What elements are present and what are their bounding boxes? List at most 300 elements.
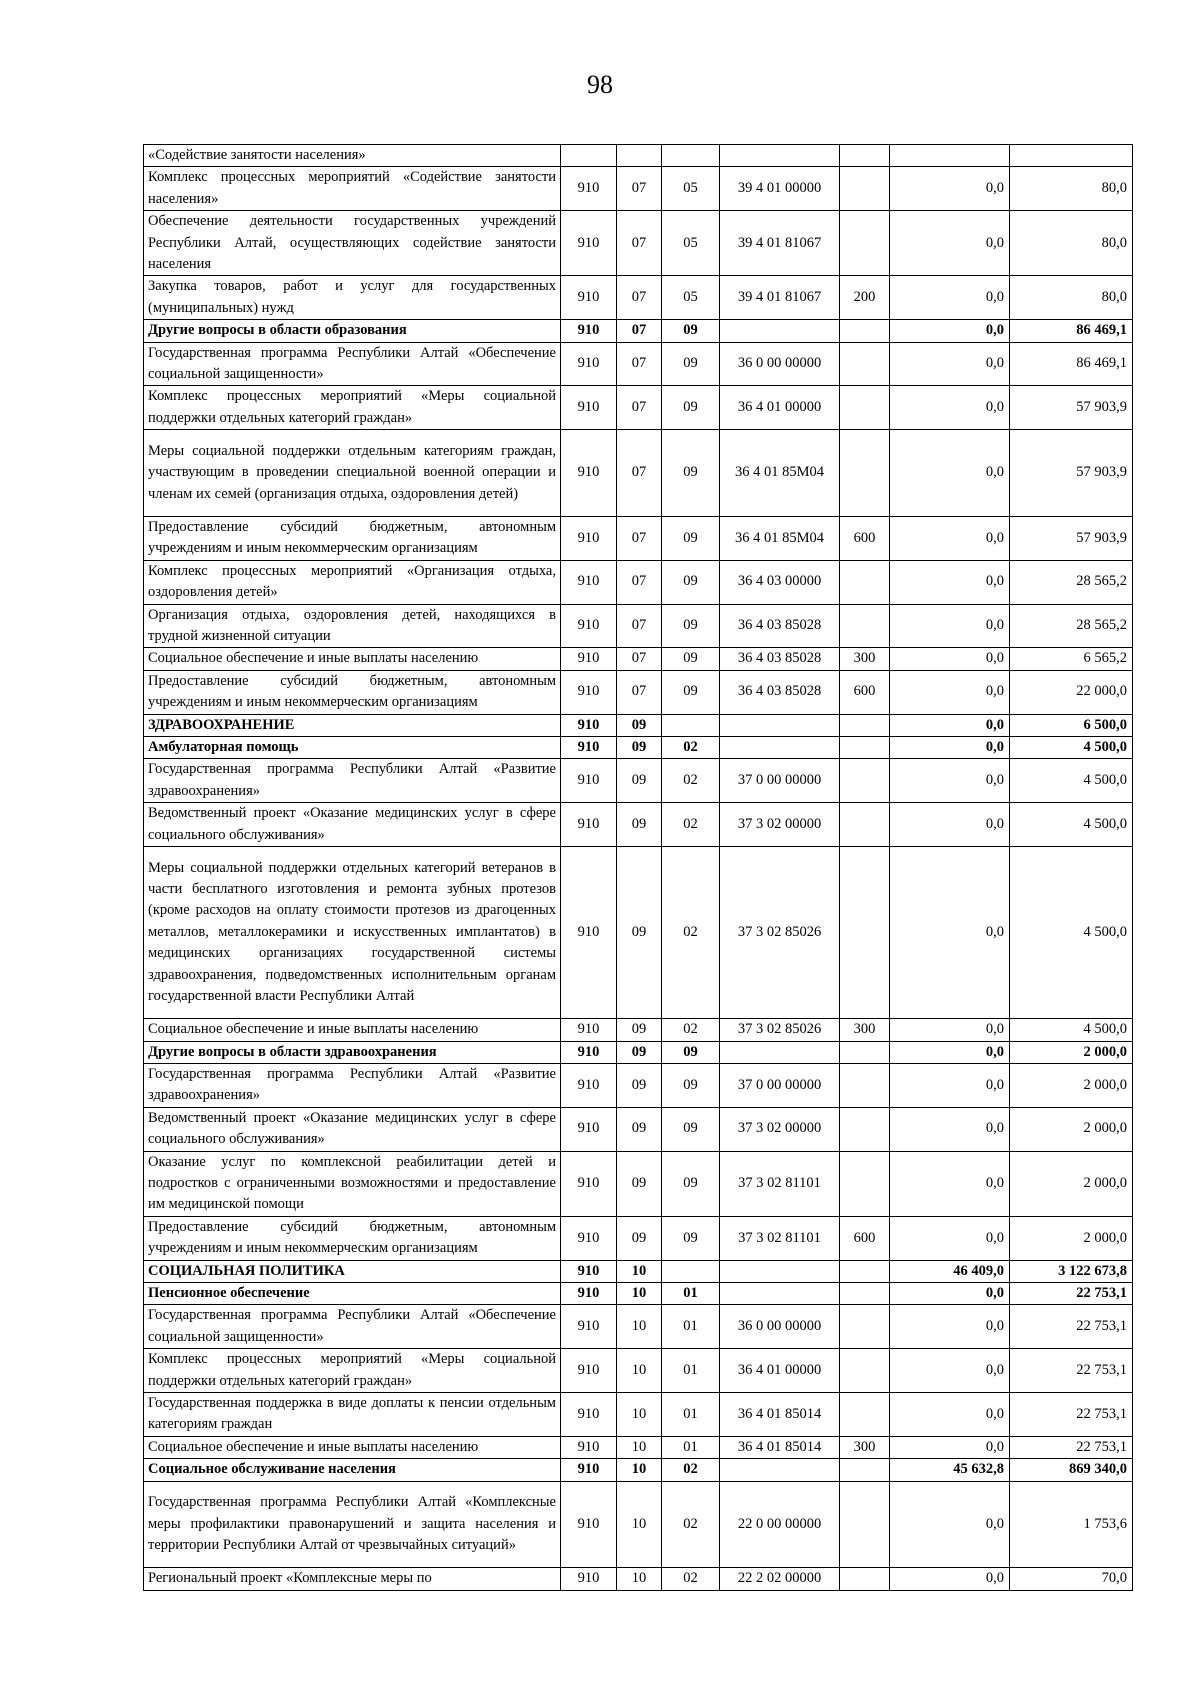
target-article-cell: 22 2 02 00000 — [720, 1568, 840, 1590]
table-row — [144, 276, 1133, 320]
expense-type-cell — [840, 803, 890, 847]
section-cell: 09 — [617, 1151, 662, 1216]
item-name-cell: Социальное обеспечение и иные выплаты населению — [144, 1436, 561, 1458]
amount-2-cell: 4 500,0 — [1010, 803, 1133, 847]
table-row — [144, 803, 1133, 847]
item-name-cell: Предоставление субсидий бюджетным, автономным учреждениям и иным некоммерческим организациям — [144, 516, 561, 560]
subsection-cell: 01 — [662, 1436, 720, 1458]
table-row — [144, 1459, 1133, 1481]
amount-1-cell: 0,0 — [890, 1436, 1010, 1458]
item-name-cell: Ведомственный проект «Оказание медицинских услуг в сфере социального обслуживания» — [144, 803, 561, 847]
subsection-cell: 09 — [662, 604, 720, 648]
target-article-cell: 37 3 02 85026 — [720, 846, 840, 1018]
expense-type-cell: 600 — [840, 1216, 890, 1260]
target-article-cell: 22 0 00 00000 — [720, 1481, 840, 1568]
table-row — [144, 1481, 1133, 1568]
admin-code-cell: 910 — [561, 386, 617, 430]
section-cell: 09 — [617, 846, 662, 1018]
amount-1-cell: 0,0 — [890, 714, 1010, 736]
amount-1-cell: 0,0 — [890, 276, 1010, 320]
amount-1-cell: 0,0 — [890, 1283, 1010, 1305]
expense-type-cell: 600 — [840, 670, 890, 714]
amount-2-cell: 869 340,0 — [1010, 1459, 1133, 1481]
target-article-cell: 37 0 00 00000 — [720, 759, 840, 803]
expense-type-cell — [840, 1568, 890, 1590]
admin-code-cell: 910 — [561, 1260, 617, 1282]
subsection-cell: 09 — [662, 1216, 720, 1260]
table-row — [144, 1063, 1133, 1107]
item-name-cell: Государственная программа Республики Алтай «Развитие здравоохранения» — [144, 759, 561, 803]
target-article-cell — [720, 736, 840, 758]
admin-code-cell: 910 — [561, 846, 617, 1018]
section-cell: 07 — [617, 167, 662, 211]
subsection-cell: 02 — [662, 1019, 720, 1041]
admin-code-cell: 910 — [561, 604, 617, 648]
expense-type-cell: 200 — [840, 276, 890, 320]
amount-2-cell — [1010, 145, 1133, 167]
section-cell: 10 — [617, 1283, 662, 1305]
admin-code-cell: 910 — [561, 1019, 617, 1041]
table-row — [144, 560, 1133, 604]
table-row — [144, 320, 1133, 342]
expense-type-cell — [840, 1481, 890, 1568]
subsection-cell: 09 — [662, 1151, 720, 1216]
section-cell: 10 — [617, 1393, 662, 1437]
item-name-cell: Другие вопросы в области образования — [144, 320, 561, 342]
expense-type-cell — [840, 167, 890, 211]
section-cell: 09 — [617, 714, 662, 736]
expense-type-cell — [840, 759, 890, 803]
amount-1-cell: 0,0 — [890, 320, 1010, 342]
amount-1-cell: 0,0 — [890, 736, 1010, 758]
subsection-cell — [662, 1260, 720, 1282]
item-name-cell: Государственная программа Республики Алтай «Обеспечение социальной защищенности» — [144, 1305, 561, 1349]
amount-2-cell: 4 500,0 — [1010, 1019, 1133, 1041]
table-row — [144, 1283, 1133, 1305]
amount-2-cell: 2 000,0 — [1010, 1151, 1133, 1216]
amount-2-cell: 1 753,6 — [1010, 1481, 1133, 1568]
target-article-cell — [720, 1260, 840, 1282]
target-article-cell: 39 4 01 81067 — [720, 211, 840, 276]
admin-code-cell: 910 — [561, 1151, 617, 1216]
admin-code-cell — [561, 145, 617, 167]
amount-1-cell: 0,0 — [890, 1481, 1010, 1568]
expense-type-cell — [840, 1305, 890, 1349]
table-row — [144, 1393, 1133, 1437]
table-row — [144, 1349, 1133, 1393]
amount-1-cell: 0,0 — [890, 560, 1010, 604]
amount-1-cell: 0,0 — [890, 1019, 1010, 1041]
amount-2-cell: 70,0 — [1010, 1568, 1133, 1590]
item-name-cell: Социальное обеспечение и иные выплаты населению — [144, 648, 561, 670]
item-name-cell: Комплекс процессных мероприятий «Содействие занятости населения» — [144, 167, 561, 211]
admin-code-cell: 910 — [561, 1216, 617, 1260]
table-row — [144, 1041, 1133, 1063]
admin-code-cell: 910 — [561, 320, 617, 342]
expense-type-cell — [840, 1107, 890, 1151]
amount-2-cell: 22 753,1 — [1010, 1305, 1133, 1349]
table-row — [144, 167, 1133, 211]
amount-1-cell: 0,0 — [890, 430, 1010, 517]
section-cell: 07 — [617, 670, 662, 714]
target-article-cell: 36 0 00 00000 — [720, 342, 840, 386]
target-article-cell: 36 4 01 85М04 — [720, 516, 840, 560]
amount-2-cell: 28 565,2 — [1010, 604, 1133, 648]
target-article-cell: 39 4 01 81067 — [720, 276, 840, 320]
section-cell: 09 — [617, 1019, 662, 1041]
item-name-cell: Государственная программа Республики Алтай «Комплексные меры профилактики правонарушений и защита населения и территории Республики Алтай от чрезвычайных ситуаций» — [144, 1481, 561, 1568]
amount-2-cell: 80,0 — [1010, 167, 1133, 211]
table-row — [144, 1568, 1133, 1590]
section-cell: 09 — [617, 1216, 662, 1260]
target-article-cell: 37 0 00 00000 — [720, 1063, 840, 1107]
table-row — [144, 430, 1133, 517]
admin-code-cell: 910 — [561, 516, 617, 560]
table-row — [144, 1216, 1133, 1260]
section-cell: 07 — [617, 342, 662, 386]
subsection-cell: 01 — [662, 1305, 720, 1349]
subsection-cell: 02 — [662, 846, 720, 1018]
subsection-cell: 01 — [662, 1393, 720, 1437]
amount-2-cell: 22 753,1 — [1010, 1436, 1133, 1458]
admin-code-cell: 910 — [561, 1568, 617, 1590]
item-name-cell: Оказание услуг по комплексной реабилитации детей и подростков с ограниченными возможностями и предоставление им медицинской помощи — [144, 1151, 561, 1216]
target-article-cell — [720, 145, 840, 167]
target-article-cell: 36 4 03 00000 — [720, 560, 840, 604]
table-row — [144, 648, 1133, 670]
item-name-cell: Ведомственный проект «Оказание медицинских услуг в сфере социального обслуживания» — [144, 1107, 561, 1151]
admin-code-cell: 910 — [561, 1481, 617, 1568]
admin-code-cell: 910 — [561, 342, 617, 386]
item-name-cell: Государственная программа Республики Алтай «Развитие здравоохранения» — [144, 1063, 561, 1107]
admin-code-cell: 910 — [561, 211, 617, 276]
admin-code-cell: 910 — [561, 430, 617, 517]
amount-2-cell: 4 500,0 — [1010, 736, 1133, 758]
section-cell: 09 — [617, 1041, 662, 1063]
amount-2-cell: 80,0 — [1010, 211, 1133, 276]
amount-1-cell: 0,0 — [890, 759, 1010, 803]
budget-table — [143, 144, 1133, 1591]
table-row — [144, 1019, 1133, 1041]
amount-1-cell: 0,0 — [890, 1349, 1010, 1393]
section-cell — [617, 145, 662, 167]
subsection-cell: 01 — [662, 1283, 720, 1305]
item-name-cell: Государственная поддержка в виде доплаты к пенсии отдельным категориям граждан — [144, 1393, 561, 1437]
target-article-cell: 36 4 03 85028 — [720, 648, 840, 670]
expense-type-cell — [840, 846, 890, 1018]
subsection-cell: 05 — [662, 211, 720, 276]
table-row — [144, 670, 1133, 714]
table-row — [144, 1260, 1133, 1282]
expense-type-cell — [840, 386, 890, 430]
target-article-cell — [720, 320, 840, 342]
target-article-cell — [720, 1459, 840, 1481]
subsection-cell: 02 — [662, 736, 720, 758]
admin-code-cell: 910 — [561, 1041, 617, 1063]
target-article-cell: 36 4 03 85028 — [720, 604, 840, 648]
amount-2-cell: 22 753,1 — [1010, 1393, 1133, 1437]
subsection-cell: 09 — [662, 560, 720, 604]
amount-2-cell: 57 903,9 — [1010, 386, 1133, 430]
section-cell: 10 — [617, 1260, 662, 1282]
target-article-cell: 36 4 03 85028 — [720, 670, 840, 714]
target-article-cell — [720, 1283, 840, 1305]
section-cell: 07 — [617, 320, 662, 342]
expense-type-cell — [840, 1260, 890, 1282]
amount-1-cell: 0,0 — [890, 846, 1010, 1018]
expense-type-cell: 600 — [840, 516, 890, 560]
amount-1-cell: 0,0 — [890, 648, 1010, 670]
section-cell: 10 — [617, 1568, 662, 1590]
item-name-cell: Пенсионное обеспечение — [144, 1283, 561, 1305]
item-name-cell: Другие вопросы в области здравоохранения — [144, 1041, 561, 1063]
amount-1-cell: 0,0 — [890, 167, 1010, 211]
subsection-cell: 02 — [662, 1459, 720, 1481]
expense-type-cell: 300 — [840, 648, 890, 670]
amount-2-cell: 4 500,0 — [1010, 846, 1133, 1018]
table-row — [144, 386, 1133, 430]
amount-1-cell: 0,0 — [890, 386, 1010, 430]
table-body — [144, 145, 1133, 1591]
amount-2-cell: 28 565,2 — [1010, 560, 1133, 604]
section-cell: 07 — [617, 211, 662, 276]
item-name-cell: Комплекс процессных мероприятий «Меры социальной поддержки отдельных категорий граждан» — [144, 386, 561, 430]
subsection-cell: 09 — [662, 1107, 720, 1151]
table-row — [144, 1305, 1133, 1349]
table-row — [144, 846, 1133, 1018]
item-name-cell: Закупка товаров, работ и услуг для государственных (муниципальных) нужд — [144, 276, 561, 320]
expense-type-cell — [840, 1151, 890, 1216]
expense-type-cell: 300 — [840, 1436, 890, 1458]
section-cell: 10 — [617, 1481, 662, 1568]
section-cell: 07 — [617, 276, 662, 320]
expense-type-cell — [840, 1283, 890, 1305]
amount-1-cell: 0,0 — [890, 1568, 1010, 1590]
amount-2-cell: 86 469,1 — [1010, 320, 1133, 342]
amount-2-cell: 22 000,0 — [1010, 670, 1133, 714]
item-name-cell: Обеспечение деятельности государственных учреждений Республики Алтай, осуществляющих содействие занятости населения — [144, 211, 561, 276]
table-row — [144, 736, 1133, 758]
section-cell: 09 — [617, 1063, 662, 1107]
expense-type-cell — [840, 145, 890, 167]
admin-code-cell: 910 — [561, 276, 617, 320]
amount-2-cell: 2 000,0 — [1010, 1063, 1133, 1107]
expense-type-cell — [840, 320, 890, 342]
amount-2-cell: 22 753,1 — [1010, 1349, 1133, 1393]
amount-1-cell: 0,0 — [890, 1041, 1010, 1063]
expense-type-cell — [840, 1063, 890, 1107]
subsection-cell: 05 — [662, 276, 720, 320]
section-cell: 07 — [617, 430, 662, 517]
section-cell: 10 — [617, 1349, 662, 1393]
subsection-cell: 02 — [662, 803, 720, 847]
expense-type-cell — [840, 1459, 890, 1481]
item-name-cell: Амбулаторная помощь — [144, 736, 561, 758]
admin-code-cell: 910 — [561, 670, 617, 714]
expense-type-cell — [840, 430, 890, 517]
amount-2-cell: 4 500,0 — [1010, 759, 1133, 803]
item-name-cell: СОЦИАЛЬНАЯ ПОЛИТИКА — [144, 1260, 561, 1282]
amount-1-cell: 45 632,8 — [890, 1459, 1010, 1481]
expense-type-cell — [840, 342, 890, 386]
admin-code-cell: 910 — [561, 714, 617, 736]
subsection-cell: 09 — [662, 1041, 720, 1063]
admin-code-cell: 910 — [561, 736, 617, 758]
item-name-cell: Социальное обеспечение и иные выплаты населению — [144, 1019, 561, 1041]
item-name-cell: ЗДРАВООХРАНЕНИЕ — [144, 714, 561, 736]
item-name-cell: Комплекс процессных мероприятий «Организация отдыха, оздоровления детей» — [144, 560, 561, 604]
amount-2-cell: 86 469,1 — [1010, 342, 1133, 386]
subsection-cell: 09 — [662, 320, 720, 342]
table-row — [144, 211, 1133, 276]
expense-type-cell — [840, 714, 890, 736]
amount-1-cell: 46 409,0 — [890, 1260, 1010, 1282]
item-name-cell: Организация отдыха, оздоровления детей, находящихся в трудной жизненной ситуации — [144, 604, 561, 648]
admin-code-cell: 910 — [561, 1283, 617, 1305]
expense-type-cell — [840, 736, 890, 758]
subsection-cell: 09 — [662, 342, 720, 386]
admin-code-cell: 910 — [561, 1063, 617, 1107]
subsection-cell: 05 — [662, 167, 720, 211]
item-name-cell: «Содействие занятости населения» — [144, 145, 561, 167]
amount-2-cell: 6 500,0 — [1010, 714, 1133, 736]
table-row — [144, 1107, 1133, 1151]
subsection-cell: 09 — [662, 1063, 720, 1107]
section-cell: 09 — [617, 1107, 662, 1151]
amount-2-cell: 57 903,9 — [1010, 516, 1133, 560]
admin-code-cell: 910 — [561, 759, 617, 803]
table-row — [144, 1436, 1133, 1458]
target-article-cell — [720, 1041, 840, 1063]
amount-1-cell: 0,0 — [890, 211, 1010, 276]
subsection-cell: 09 — [662, 430, 720, 517]
subsection-cell — [662, 714, 720, 736]
expense-type-cell — [840, 211, 890, 276]
table-row — [144, 1151, 1133, 1216]
target-article-cell: 37 3 02 00000 — [720, 803, 840, 847]
target-article-cell: 37 3 02 00000 — [720, 1107, 840, 1151]
target-article-cell: 37 3 02 85026 — [720, 1019, 840, 1041]
item-name-cell: Региональный проект «Комплексные меры по — [144, 1568, 561, 1590]
table-row — [144, 516, 1133, 560]
amount-1-cell: 0,0 — [890, 1151, 1010, 1216]
section-cell: 07 — [617, 516, 662, 560]
section-cell: 07 — [617, 560, 662, 604]
subsection-cell: 02 — [662, 1481, 720, 1568]
amount-2-cell: 3 122 673,8 — [1010, 1260, 1133, 1282]
section-cell: 09 — [617, 803, 662, 847]
section-cell: 07 — [617, 648, 662, 670]
expense-type-cell — [840, 1041, 890, 1063]
section-cell: 10 — [617, 1436, 662, 1458]
target-article-cell: 36 4 01 85014 — [720, 1393, 840, 1437]
item-name-cell: Предоставление субсидий бюджетным, автономным учреждениям и иным некоммерческим организациям — [144, 1216, 561, 1260]
subsection-cell: 09 — [662, 386, 720, 430]
admin-code-cell: 910 — [561, 1459, 617, 1481]
table-row — [144, 759, 1133, 803]
amount-1-cell: 0,0 — [890, 1216, 1010, 1260]
table-row — [144, 342, 1133, 386]
subsection-cell: 02 — [662, 1568, 720, 1590]
admin-code-cell: 910 — [561, 1349, 617, 1393]
target-article-cell: 36 0 00 00000 — [720, 1305, 840, 1349]
amount-2-cell: 2 000,0 — [1010, 1107, 1133, 1151]
subsection-cell: 09 — [662, 516, 720, 560]
amount-2-cell: 2 000,0 — [1010, 1041, 1133, 1063]
admin-code-cell: 910 — [561, 1107, 617, 1151]
admin-code-cell: 910 — [561, 1393, 617, 1437]
item-name-cell: Комплекс процессных мероприятий «Меры социальной поддержки отдельных категорий граждан» — [144, 1349, 561, 1393]
amount-2-cell: 57 903,9 — [1010, 430, 1133, 517]
item-name-cell: Меры социальной поддержки отдельным категориям граждан, участвующим в проведении специальной военной операции и членам их семей (организация отдыха, оздоровления детей) — [144, 430, 561, 517]
amount-1-cell — [890, 145, 1010, 167]
admin-code-cell: 910 — [561, 1305, 617, 1349]
table-row — [144, 145, 1133, 167]
table-row — [144, 714, 1133, 736]
section-cell: 09 — [617, 736, 662, 758]
target-article-cell: 36 4 01 85014 — [720, 1436, 840, 1458]
amount-2-cell: 22 753,1 — [1010, 1283, 1133, 1305]
amount-2-cell: 6 565,2 — [1010, 648, 1133, 670]
admin-code-cell: 910 — [561, 648, 617, 670]
amount-2-cell: 80,0 — [1010, 276, 1133, 320]
amount-1-cell: 0,0 — [890, 803, 1010, 847]
admin-code-cell: 910 — [561, 560, 617, 604]
amount-2-cell: 2 000,0 — [1010, 1216, 1133, 1260]
subsection-cell: 02 — [662, 759, 720, 803]
page-number: 98 — [587, 70, 613, 99]
section-cell: 09 — [617, 759, 662, 803]
table-row — [144, 604, 1133, 648]
admin-code-cell: 910 — [561, 1436, 617, 1458]
amount-1-cell: 0,0 — [890, 1393, 1010, 1437]
amount-1-cell: 0,0 — [890, 604, 1010, 648]
amount-1-cell: 0,0 — [890, 670, 1010, 714]
subsection-cell — [662, 145, 720, 167]
section-cell: 07 — [617, 604, 662, 648]
amount-1-cell: 0,0 — [890, 1063, 1010, 1107]
expense-type-cell — [840, 1393, 890, 1437]
section-cell: 07 — [617, 386, 662, 430]
admin-code-cell: 910 — [561, 803, 617, 847]
target-article-cell: 39 4 01 00000 — [720, 167, 840, 211]
target-article-cell: 37 3 02 81101 — [720, 1216, 840, 1260]
amount-1-cell: 0,0 — [890, 1305, 1010, 1349]
subsection-cell: 09 — [662, 670, 720, 714]
item-name-cell: Меры социальной поддержки отдельных категорий ветеранов в части бесплатного изготовления и ремонта зубных протезов (кроме расходов на оплату стоимости протезов из драгоценных металлов, металлокерамики и искусственных имплантатов) в медицинских организациях государственной системы здравоохранения, подведомственных исполнительным органам государственной власти Республики Алтай — [144, 846, 561, 1018]
section-cell: 10 — [617, 1459, 662, 1481]
section-cell: 10 — [617, 1305, 662, 1349]
subsection-cell: 09 — [662, 648, 720, 670]
amount-1-cell: 0,0 — [890, 1107, 1010, 1151]
target-article-cell: 36 4 01 85М04 — [720, 430, 840, 517]
item-name-cell: Социальное обслуживание населения — [144, 1459, 561, 1481]
admin-code-cell: 910 — [561, 167, 617, 211]
expense-type-cell — [840, 1349, 890, 1393]
subsection-cell: 01 — [662, 1349, 720, 1393]
item-name-cell: Государственная программа Республики Алтай «Обеспечение социальной защищенности» — [144, 342, 561, 386]
amount-1-cell: 0,0 — [890, 516, 1010, 560]
target-article-cell: 36 4 01 00000 — [720, 386, 840, 430]
expense-type-cell: 300 — [840, 1019, 890, 1041]
target-article-cell: 37 3 02 81101 — [720, 1151, 840, 1216]
amount-1-cell: 0,0 — [890, 342, 1010, 386]
target-article-cell — [720, 714, 840, 736]
expense-type-cell — [840, 604, 890, 648]
target-article-cell: 36 4 01 00000 — [720, 1349, 840, 1393]
expense-type-cell — [840, 560, 890, 604]
item-name-cell: Предоставление субсидий бюджетным, автономным учреждениям и иным некоммерческим организациям — [144, 670, 561, 714]
